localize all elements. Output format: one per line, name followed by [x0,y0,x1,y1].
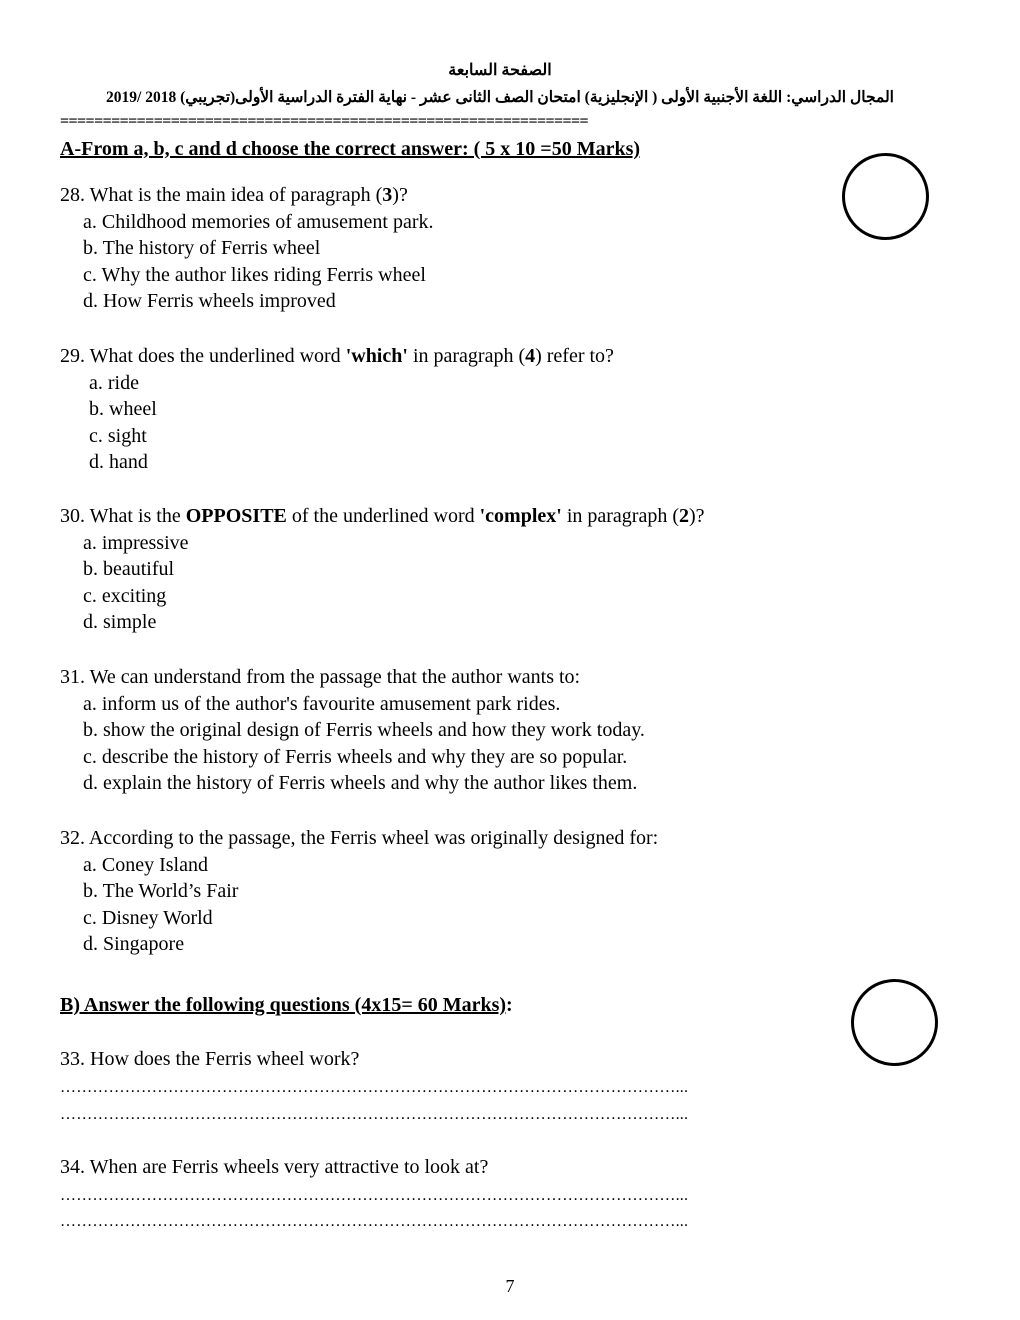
option-b: b. beautiful [83,558,175,581]
option-b: b. wheel [89,398,157,421]
question-30 [60,503,705,636]
score-circle-a [842,153,929,240]
page-title: الصفحة السابعة [448,62,552,79]
question-34: 34. When are Ferris wheels very attractive to look at? [60,1156,489,1178]
page-number: 7 [505,1276,515,1296]
subject-line: المجال الدراسي: اللغة الأجنبية الأولى ( الإنجليزية) امتحان الصف الثانى عشر - نهاية الفترة الدراسية الأولى(تجريبي) 2018 /2019 [106,89,894,106]
option-a: a. inform us of the author's favourite amusement park rides. [83,692,561,715]
option-c: c. Why the author likes riding Ferris wheel [83,263,426,286]
question-31 [60,664,645,797]
option-d: d. How Ferris wheels improved [83,290,336,313]
option-c: c. describe the history of Ferris wheels and why they are so popular. [83,745,628,768]
option-c: c. Disney World [83,906,213,929]
option-c: c. exciting [83,584,167,607]
option-a: a. impressive [83,531,189,554]
option-a: a. Childhood memories of amusement park. [83,210,434,233]
option-b: b. The history of Ferris wheel [83,237,321,260]
separator-line: ============================================================== [60,113,589,130]
option-d: d. explain the history of Ferris wheels and why the author likes them. [83,772,638,795]
answer-line[interactable]: ……………………………………………………………………………………………………... [60,1213,689,1230]
answer-line[interactable]: ……………………………………………………………………………………………………... [60,1106,689,1123]
option-d: d. Singapore [83,933,185,956]
section-b-heading: B) Answer the following questions (4x15= 60 Marks): [60,994,513,1016]
answer-line[interactable]: ……………………………………………………………………………………………………... [60,1079,689,1096]
option-a: a. ride [89,371,139,394]
option-b: b. The World’s Fair [83,880,239,903]
question-stem: 31. We can understand from the passage that the author wants to: [60,666,581,688]
question-28 [60,182,433,315]
option-a: a. Coney Island [83,853,208,876]
question-stem: 32. According to the passage, the Ferris wheel was originally designed for: [60,827,659,849]
question-29 [60,343,614,476]
question-32 [60,825,658,958]
score-circle-b [851,979,938,1066]
option-c: c. sight [89,424,147,447]
question-stem: 28. What is the main idea of paragraph (3)? [60,184,408,206]
answer-line[interactable]: ……………………………………………………………………………………………………... [60,1187,689,1204]
option-d: d. simple [83,611,157,634]
option-b: b. show the original design of Ferris wheels and how they work today. [83,719,645,742]
section-a-heading: A-From a, b, c and d choose the correct answer: ( 5 x 10 =50 Marks) [60,138,641,160]
question-33: 33. How does the Ferris wheel work? [60,1048,360,1070]
question-stem: 29. What does the underlined word 'which' in paragraph (4) refer to? [60,345,614,367]
option-d: d. hand [89,451,148,474]
question-stem: 30. What is the OPPOSITE of the underlined word 'complex' in paragraph (2)? [60,505,705,527]
